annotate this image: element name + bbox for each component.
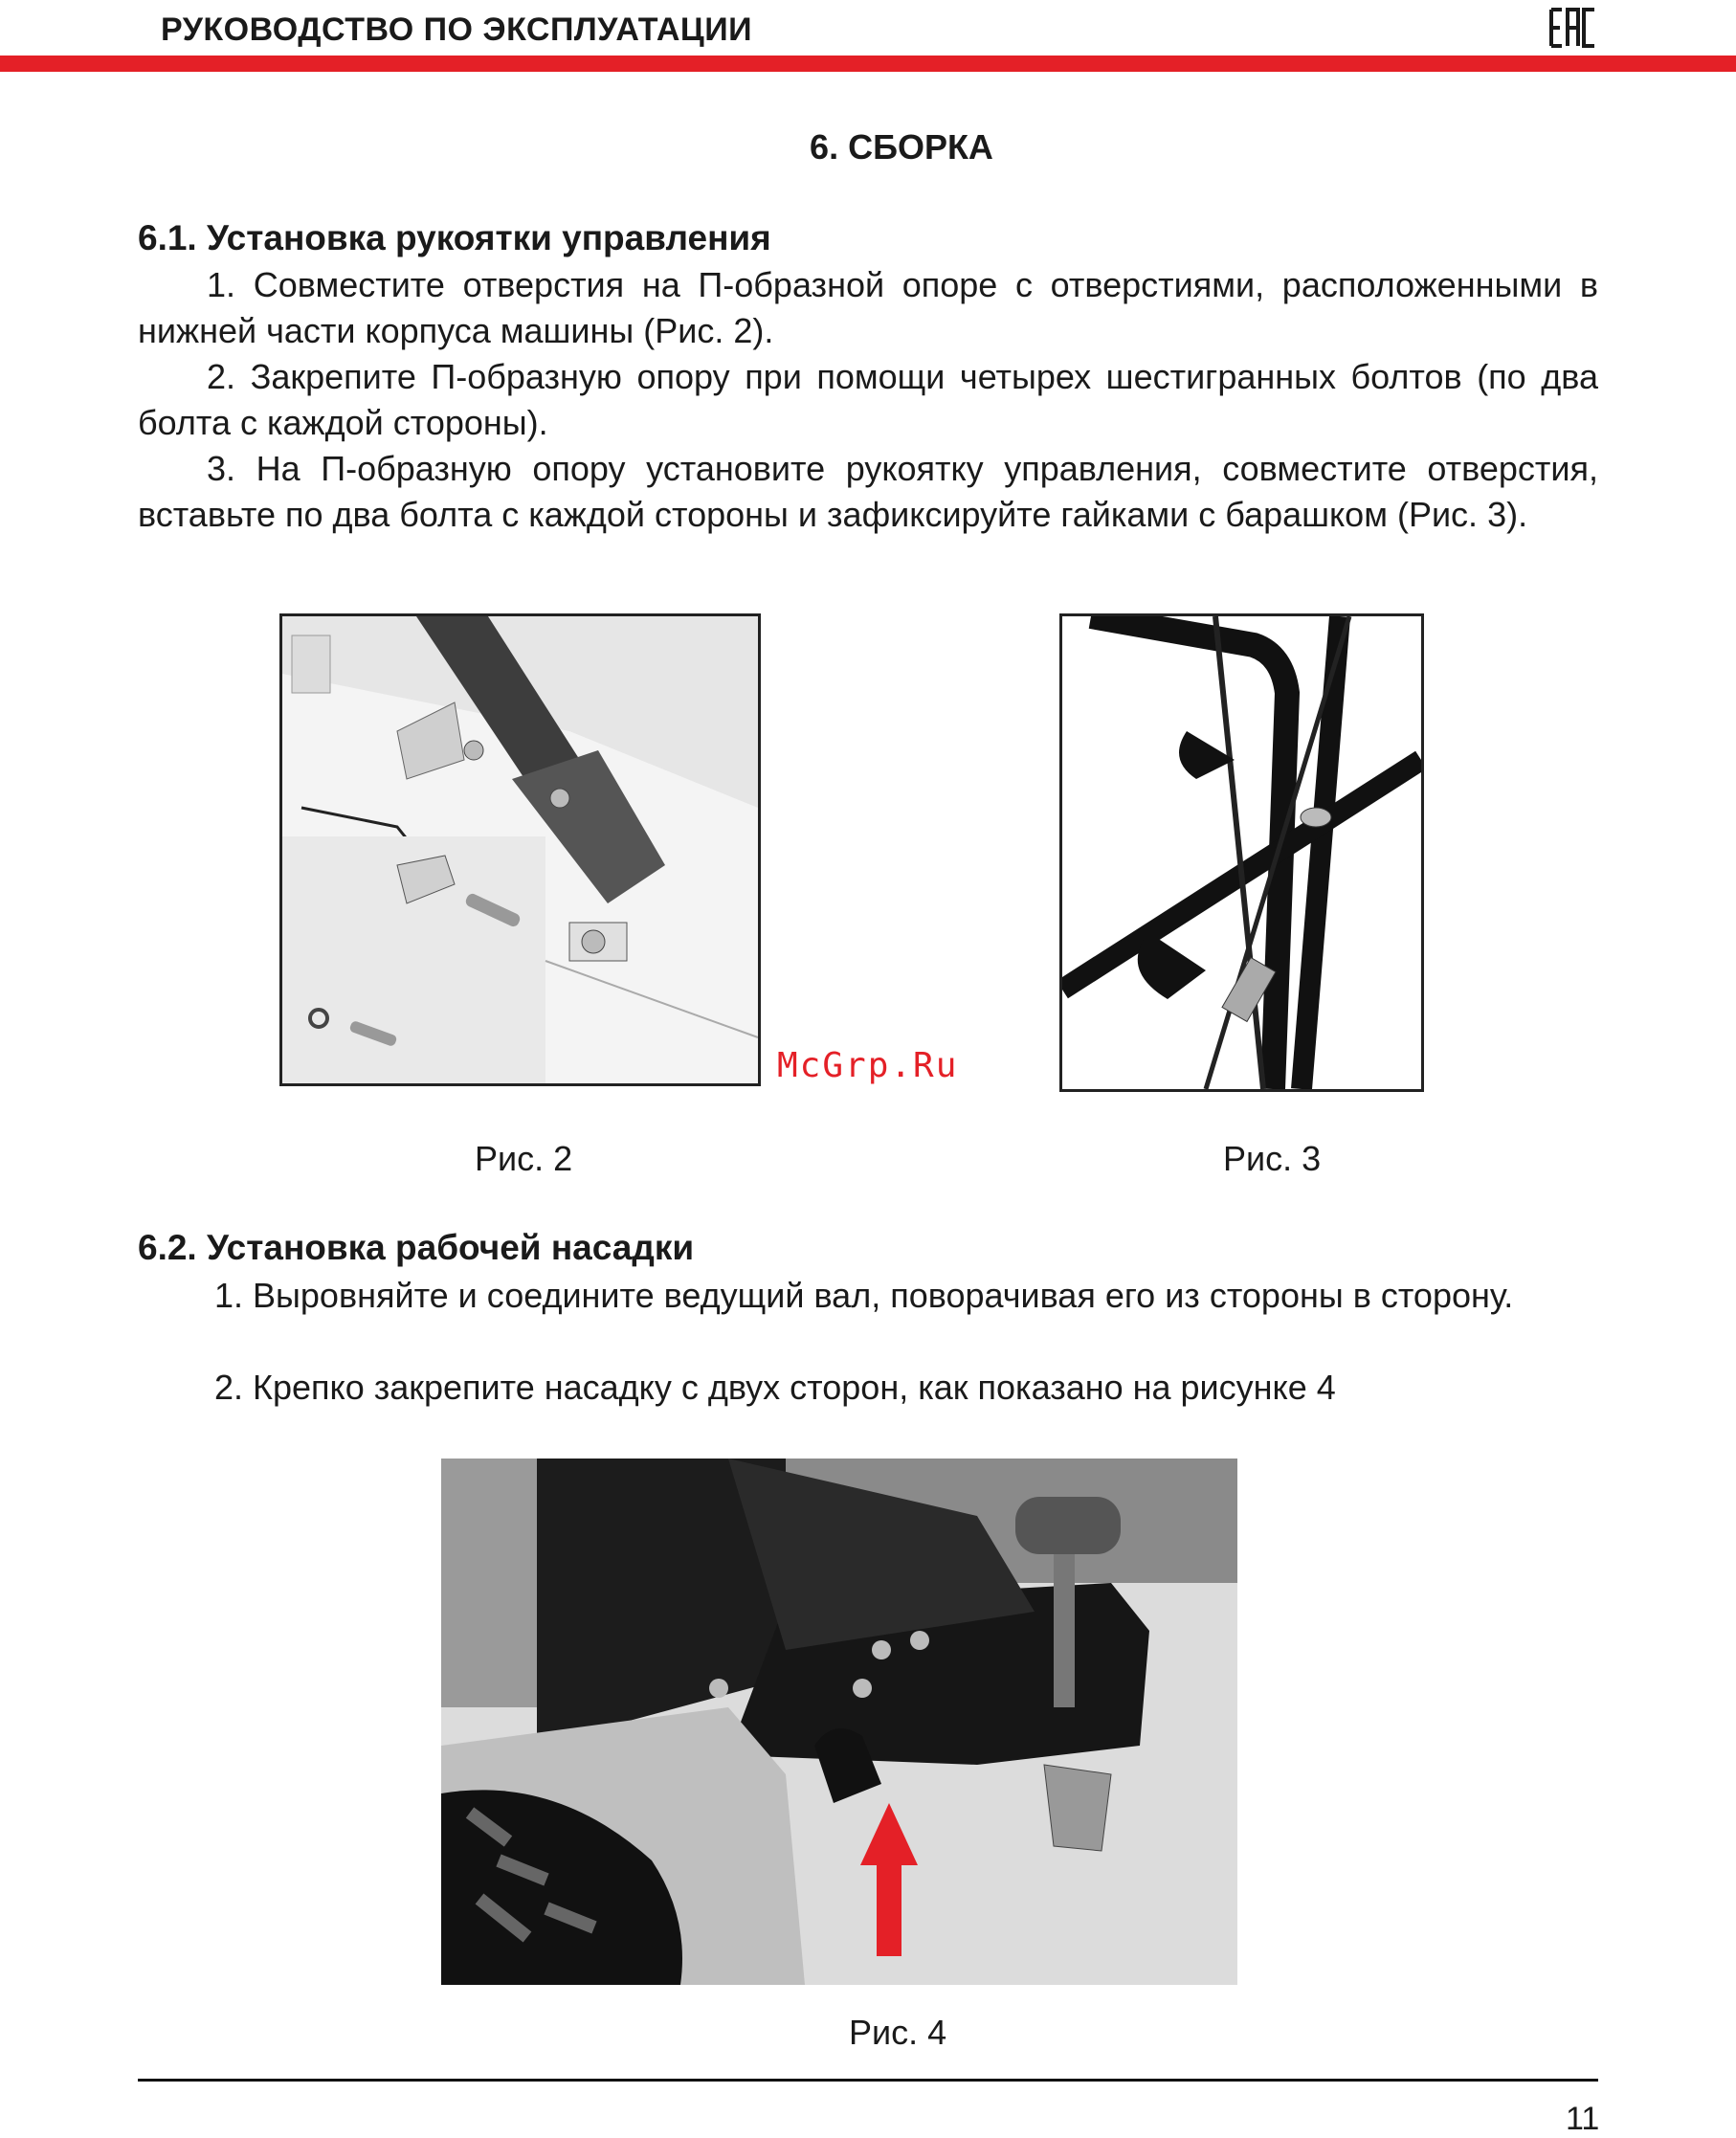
step-paragraph: 1. Совместите отверстия на П-образной опоре с отверстиями, расположенными в нижней части корпуса машины (Рис. 2). — [138, 265, 1598, 350]
eac-logo-icon — [1548, 6, 1598, 50]
control-handle-drawing — [1062, 616, 1421, 1089]
watermark-text: McGrp.Ru — [777, 1046, 959, 1085]
step-paragraph: 1. Выровняйте и соедините ведущий вал, поворачивая его из стороны в сторону. — [214, 1276, 1514, 1315]
step-paragraph: 3. На П-образную опору установите рукоятку управления, совместите отверстия, вставьте по два болта с каждой стороны и зафиксируйте гайками с барашком (Рис. 3). — [138, 449, 1598, 534]
figure-4-photo — [441, 1459, 1237, 1985]
attachment-mount-photo — [441, 1459, 1237, 1985]
section-title: 6. СБОРКА — [810, 127, 993, 167]
page-number: 11 — [1566, 2101, 1600, 2137]
footer-rule — [138, 2079, 1598, 2082]
header-accent-bar — [0, 56, 1736, 72]
header-title: РУКОВОДСТВО ПО ЭКСПЛУАТАЦИИ — [161, 11, 753, 48]
step-paragraph: 2. Крепко закрепите насадку с двух сторон, как показано на рисунке 4 — [214, 1368, 1336, 1407]
figure-2-caption: Рис. 2 — [475, 1139, 573, 1178]
figure-3-caption: Рис. 3 — [1223, 1139, 1322, 1178]
handle-support-drawing — [282, 616, 758, 1083]
figure-4-caption: Рис. 4 — [849, 2013, 947, 2052]
figure-3-illustration — [1059, 613, 1424, 1092]
subsection-heading: 6.1. Установка рукоятки управления — [138, 218, 771, 257]
figure-2-illustration — [279, 613, 761, 1086]
subsection-heading: 6.2. Установка рабочей насадки — [138, 1228, 695, 1267]
step-paragraph: 2. Закрепите П-образную опору при помощи четырех шестигранных болтов (по два болта с каждой стороны). — [138, 357, 1598, 442]
